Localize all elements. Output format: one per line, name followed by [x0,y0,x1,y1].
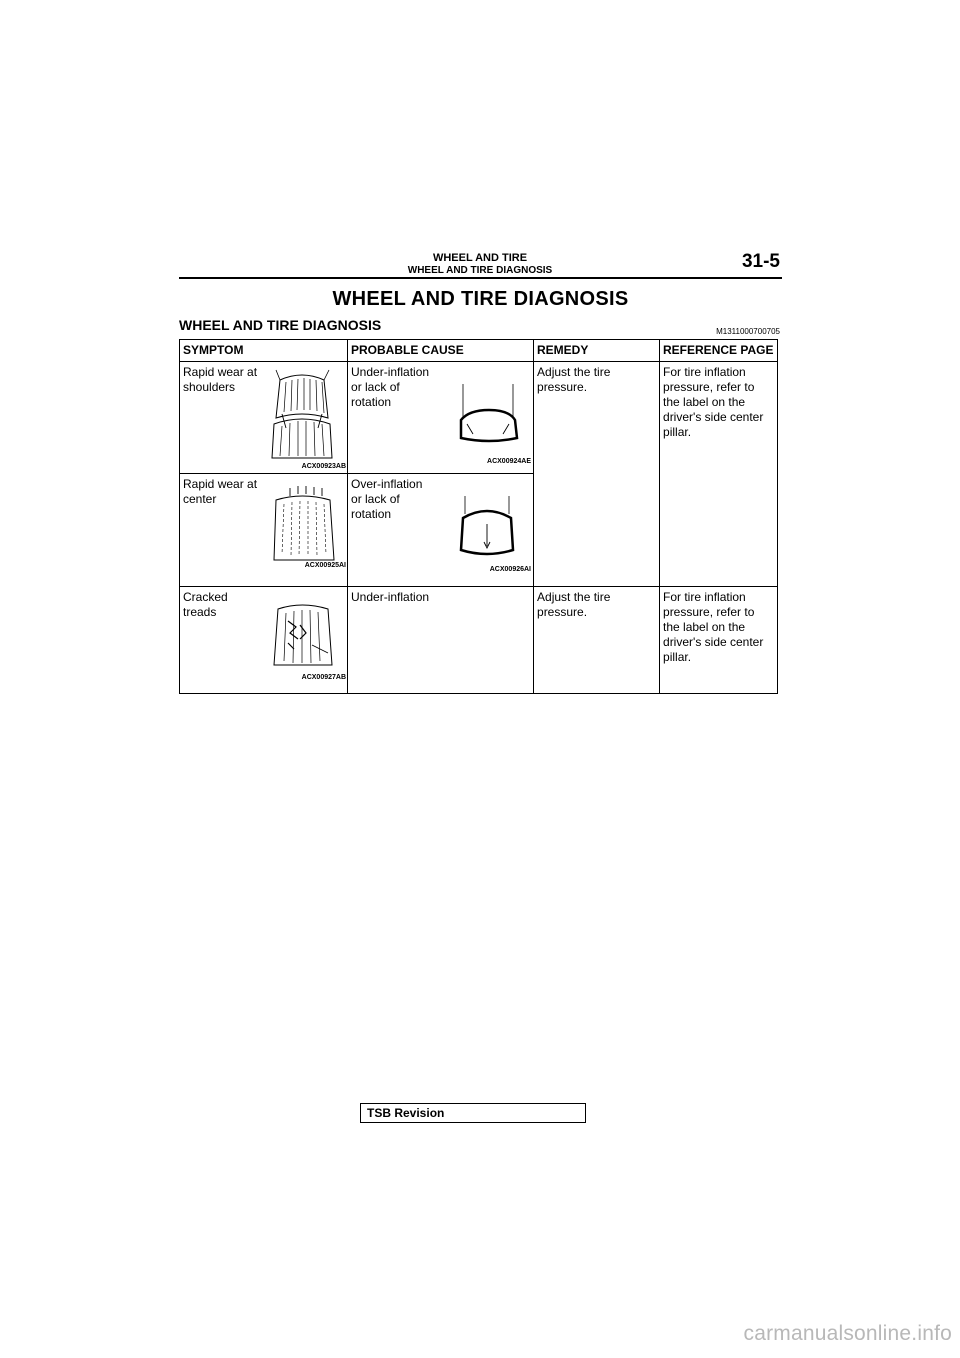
section-code: M1311000700705 [716,327,780,336]
header-chapter: WHEEL AND TIRE [432,252,528,264]
symptom-image-code: ACX00923AB [301,463,346,470]
table-header-row [180,340,778,362]
reference-cell: For tire inflation pressure, refer to the label on the driver's side center pillar. [660,362,778,587]
section-title: WHEEL AND TIRE DIAGNOSIS [179,317,382,333]
symptom-cell: Rapid wear at center [180,474,262,587]
page-title: WHEEL AND TIRE DIAGNOSIS [332,288,629,310]
remedy-cell: Adjust the tire pressure. [534,362,660,587]
watermark: carmanualsonline.info [743,1322,952,1345]
cause-illustration-cell [439,474,534,587]
shoulder-wear-tire-illustration [262,362,348,473]
cause-illustration-cell [439,362,534,474]
header-symptom: SYMPTOM [180,340,348,362]
page-number: 31-5 [741,251,780,272]
header-reference-page: REFERENCE PAGE [660,340,778,362]
symptom-cell: Rapid wear at shoulders [180,362,262,474]
symptom-illustration-cell [262,587,348,694]
header-remedy: REMEDY [534,340,660,362]
tsb-revision-box: TSB Revision [360,1103,586,1123]
header-rule [179,277,782,279]
cause-image-code: ACX00926AI [489,566,531,573]
overinflated-tire-section-illustration [439,474,534,586]
symptom-image-code: ACX00927AB [301,674,346,681]
cracked-tread-tire-illustration [262,587,348,693]
diagnosis-table [179,339,778,694]
cause-cell: Over-inflation or lack of rotation [348,474,439,587]
reference-cell: For tire inflation pressure, refer to the label on the driver's side center pillar. [660,587,778,694]
underinflated-tire-section-illustration [439,362,534,473]
remedy-cell: Adjust the tire pressure. [534,587,660,694]
cause-image-code: ACX00924AE [486,458,531,465]
symptom-illustration-cell [262,474,348,587]
table-row [180,362,778,474]
table-row [180,587,778,694]
cause-cell: Under-inflation [348,587,534,694]
symptom-illustration-cell [262,362,348,474]
cause-cell: Under-inflation or lack of rotation [348,362,439,474]
header-section: WHEEL AND TIRE DIAGNOSIS [407,265,553,276]
center-wear-tire-illustration [262,474,348,586]
header-probable-cause: PROBABLE CAUSE [348,340,534,362]
symptom-image-code: ACX00925AI [304,562,346,569]
symptom-cell: Cracked treads [180,587,262,694]
